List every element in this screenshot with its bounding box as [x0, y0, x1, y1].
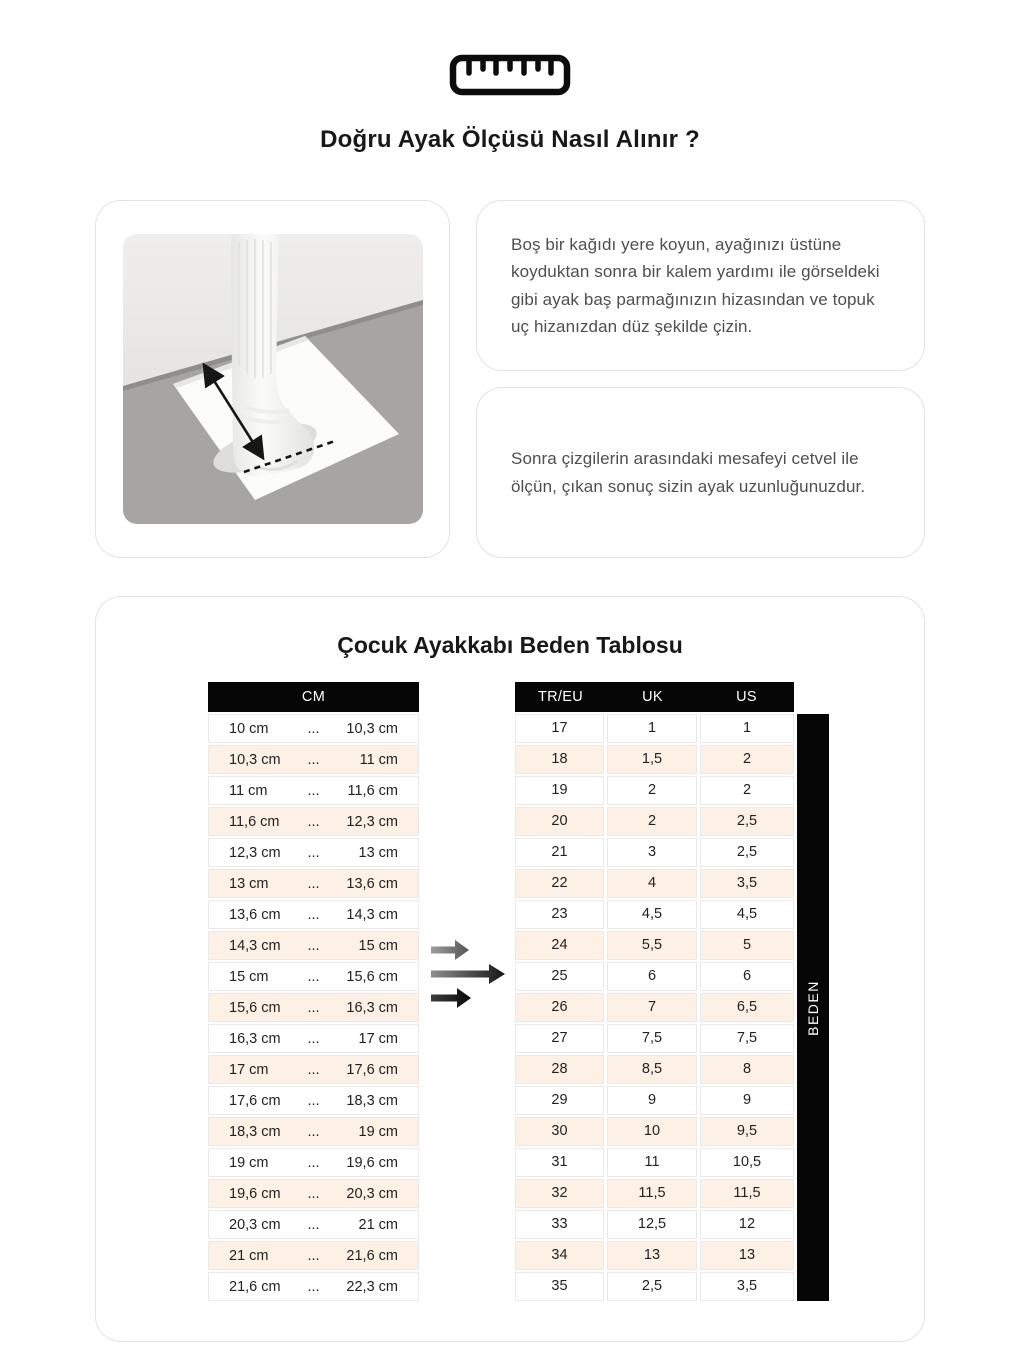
- cm-separator: ...: [307, 999, 320, 1016]
- cm-table-row: [208, 1117, 419, 1146]
- cm-from-value: 11 cm: [229, 782, 268, 799]
- cm-to-value: 15,6 cm: [346, 968, 398, 985]
- cm-from-value: 10 cm: [229, 720, 269, 737]
- cm-from-value: 15,6 cm: [229, 999, 281, 1016]
- arrows-spacer: [419, 682, 515, 1301]
- uk-size-cell: 7: [607, 993, 697, 1022]
- eu-size-cell: 26: [515, 993, 604, 1022]
- us-size-cell: 11,5: [700, 1179, 794, 1208]
- cm-separator: ...: [307, 875, 320, 892]
- uk-size-cell: 5,5: [607, 931, 697, 960]
- size-table-title: Çocuk Ayakkabı Beden Tablosu: [337, 632, 683, 658]
- uk-size-cell: 3: [607, 838, 697, 867]
- eu-size-cell: 18: [515, 745, 604, 774]
- us-size-cell: 2,5: [700, 807, 794, 836]
- cm-separator: ...: [307, 1216, 320, 1233]
- cm-separator: ...: [307, 906, 320, 923]
- cm-table-row: [208, 962, 419, 991]
- cm-from-value: 19,6 cm: [229, 1185, 281, 1202]
- cm-table-row: [208, 1272, 419, 1301]
- us-size-cell: 2: [700, 745, 794, 774]
- us-size-cell: 10,5: [700, 1148, 794, 1177]
- cm-from-value: 18,3 cm: [229, 1123, 281, 1140]
- cm-from-value: 21 cm: [229, 1247, 269, 1264]
- cm-from-value: 17,6 cm: [229, 1092, 281, 1109]
- eu-size-cell: 32: [515, 1179, 604, 1208]
- uk-size-cell: 4,5: [607, 900, 697, 929]
- cm-to-value: 11 cm: [359, 751, 398, 768]
- cm-table-row: [208, 714, 419, 743]
- cm-to-value: 19 cm: [358, 1123, 398, 1140]
- cm-table-row: [208, 993, 419, 1022]
- cm-separator: ...: [307, 1278, 320, 1295]
- uk-size-cell: 8,5: [607, 1055, 697, 1084]
- eu-size-cell: 28: [515, 1055, 604, 1084]
- cm-to-value: 21 cm: [358, 1216, 398, 1233]
- cm-to-value: 10,3 cm: [346, 720, 398, 737]
- cm-table-row: [208, 900, 419, 929]
- uk-size-cell: 11,5: [607, 1179, 697, 1208]
- us-size-cell: 8: [700, 1055, 794, 1084]
- cm-table: [208, 682, 419, 1301]
- cm-table-row: [208, 838, 419, 867]
- ruler-icon: [0, 54, 1020, 96]
- cm-separator: ...: [307, 968, 320, 985]
- tables-row: [96, 682, 924, 1301]
- us-size-cell: 1: [700, 714, 794, 743]
- cm-table-row: [208, 1241, 419, 1270]
- cm-from-value: 13,6 cm: [229, 906, 281, 923]
- cm-table-row: [208, 869, 419, 898]
- uk-size-cell: 11: [607, 1148, 697, 1177]
- cm-to-value: 17 cm: [358, 1030, 398, 1047]
- cm-table-row: [208, 1179, 419, 1208]
- cm-from-value: 12,3 cm: [229, 844, 281, 861]
- instruction-card-1: [476, 200, 925, 371]
- header-us: US: [736, 689, 757, 705]
- cm-separator: ...: [307, 1030, 320, 1047]
- cm-table-row: [208, 1210, 419, 1239]
- foot-photo-card: [95, 200, 450, 558]
- cm-from-value: 11,6 cm: [229, 813, 280, 830]
- cm-to-value: 14,3 cm: [346, 906, 398, 923]
- foot-measurement-photo: [123, 234, 423, 524]
- cm-separator: ...: [307, 1092, 320, 1109]
- uk-size-cell: 6: [607, 962, 697, 991]
- beden-label: BEDEN: [805, 979, 821, 1036]
- instruction-text-2: Sonra çizgilerin arasındaki mesafeyi cetvel ile ölçün, çıkan sonuç sizin ayak uzunluğunuzdur.: [511, 449, 866, 496]
- cm-separator: ...: [307, 1061, 320, 1078]
- cm-separator: ...: [307, 1247, 320, 1264]
- triple-right-arrows-icon: [431, 940, 509, 1015]
- uk-size-cell: 1,5: [607, 745, 697, 774]
- instruction-cards: [476, 200, 925, 558]
- eu-size-cell: 24: [515, 931, 604, 960]
- size-table-card: [95, 596, 925, 1342]
- eu-size-cell: 27: [515, 1024, 604, 1053]
- cm-from-value: 15 cm: [229, 968, 269, 985]
- cm-to-value: 11,6 cm: [347, 782, 398, 799]
- page-header: [0, 54, 1020, 154]
- uk-size-cell: 10: [607, 1117, 697, 1146]
- cm-table-row: [208, 745, 419, 774]
- uk-size-cell: 2,5: [607, 1272, 697, 1301]
- instruction-text-1: Boş bir kağıdı yere koyun, ayağınızı üstüne koyduktan sonra bir kalem yardımı ile görseldeki gibi ayak baş parmağınızın hizasından ve topuk uç hizanızdan düz şekilde çizin.: [511, 235, 880, 336]
- cm-table-row: [208, 1024, 419, 1053]
- cm-separator: ...: [307, 813, 320, 830]
- eu-size-cell: 29: [515, 1086, 604, 1115]
- cm-from-value: 21,6 cm: [229, 1278, 281, 1295]
- header-tr-eu: TR/EU: [538, 689, 583, 705]
- size-table-body: [515, 714, 794, 1301]
- cm-from-value: 19 cm: [229, 1154, 269, 1171]
- header-uk: UK: [642, 689, 663, 705]
- cm-to-value: 19,6 cm: [346, 1154, 398, 1171]
- cm-separator: ...: [307, 1185, 320, 1202]
- uk-size-cell: 7,5: [607, 1024, 697, 1053]
- cm-to-value: 13,6 cm: [346, 875, 398, 892]
- cm-separator: ...: [307, 1154, 320, 1171]
- uk-size-cell: 2: [607, 776, 697, 805]
- cm-to-value: 15 cm: [358, 937, 398, 954]
- cm-to-value: 21,6 cm: [346, 1247, 398, 1264]
- cm-from-value: 20,3 cm: [229, 1216, 281, 1233]
- cm-from-value: 17 cm: [229, 1061, 269, 1078]
- cm-separator: ...: [307, 720, 320, 737]
- uk-size-cell: 12,5: [607, 1210, 697, 1239]
- cm-to-value: 22,3 cm: [346, 1278, 398, 1295]
- us-size-cell: 13: [700, 1241, 794, 1270]
- cm-table-header: CM: [208, 682, 419, 712]
- us-size-cell: 3,5: [700, 869, 794, 898]
- uk-size-cell: 13: [607, 1241, 697, 1270]
- us-size-cell: 2: [700, 776, 794, 805]
- eu-size-cell: 31: [515, 1148, 604, 1177]
- cm-to-value: 17,6 cm: [346, 1061, 398, 1078]
- international-size-table: [515, 682, 794, 1301]
- cm-table-row: [208, 1148, 419, 1177]
- eu-size-cell: 30: [515, 1117, 604, 1146]
- cm-from-value: 16,3 cm: [229, 1030, 281, 1047]
- us-size-cell: 5: [700, 931, 794, 960]
- cm-from-value: 10,3 cm: [229, 751, 281, 768]
- us-size-cell: 12: [700, 1210, 794, 1239]
- cm-from-value: 13 cm: [229, 875, 269, 892]
- us-size-cell: 4,5: [700, 900, 794, 929]
- eu-size-cell: 20: [515, 807, 604, 836]
- cm-separator: ...: [307, 782, 320, 799]
- us-size-cell: 3,5: [700, 1272, 794, 1301]
- cm-to-value: 16,3 cm: [346, 999, 398, 1016]
- cm-from-value: 14,3 cm: [229, 937, 281, 954]
- us-size-cell: 6,5: [700, 993, 794, 1022]
- uk-size-cell: 1: [607, 714, 697, 743]
- cm-separator: ...: [307, 844, 320, 861]
- us-size-cell: 9: [700, 1086, 794, 1115]
- cm-to-value: 20,3 cm: [346, 1185, 398, 1202]
- uk-size-cell: 2: [607, 807, 697, 836]
- cm-separator: ...: [307, 1123, 320, 1140]
- cm-table-row: [208, 931, 419, 960]
- instruction-card-2: [476, 387, 925, 558]
- uk-size-cell: 4: [607, 869, 697, 898]
- eu-size-cell: 25: [515, 962, 604, 991]
- us-size-cell: 7,5: [700, 1024, 794, 1053]
- eu-size-cell: 22: [515, 869, 604, 898]
- eu-size-cell: 21: [515, 838, 604, 867]
- cm-table-row: [208, 776, 419, 805]
- eu-size-cell: 34: [515, 1241, 604, 1270]
- cm-separator: ...: [307, 751, 320, 768]
- cm-to-value: 12,3 cm: [346, 813, 398, 830]
- us-size-cell: 2,5: [700, 838, 794, 867]
- eu-size-cell: 33: [515, 1210, 604, 1239]
- eu-size-cell: 35: [515, 1272, 604, 1301]
- cm-table-row: [208, 807, 419, 836]
- page-title: Doğru Ayak Ölçüsü Nasıl Alınır ?: [320, 126, 700, 153]
- eu-size-cell: 19: [515, 776, 604, 805]
- uk-size-cell: 9: [607, 1086, 697, 1115]
- eu-size-cell: 23: [515, 900, 604, 929]
- eu-size-cell: 17: [515, 714, 604, 743]
- cm-table-row: [208, 1055, 419, 1084]
- cm-table-body: [208, 714, 419, 1301]
- beden-side-bar: [797, 714, 829, 1301]
- cm-separator: ...: [307, 937, 320, 954]
- cm-table-row: [208, 1086, 419, 1115]
- cm-to-value: 13 cm: [358, 844, 398, 861]
- size-table-header-row: [515, 682, 794, 712]
- us-size-cell: 6: [700, 962, 794, 991]
- us-size-cell: 9,5: [700, 1117, 794, 1146]
- cm-to-value: 18,3 cm: [346, 1092, 398, 1109]
- how-to-section: [95, 200, 925, 558]
